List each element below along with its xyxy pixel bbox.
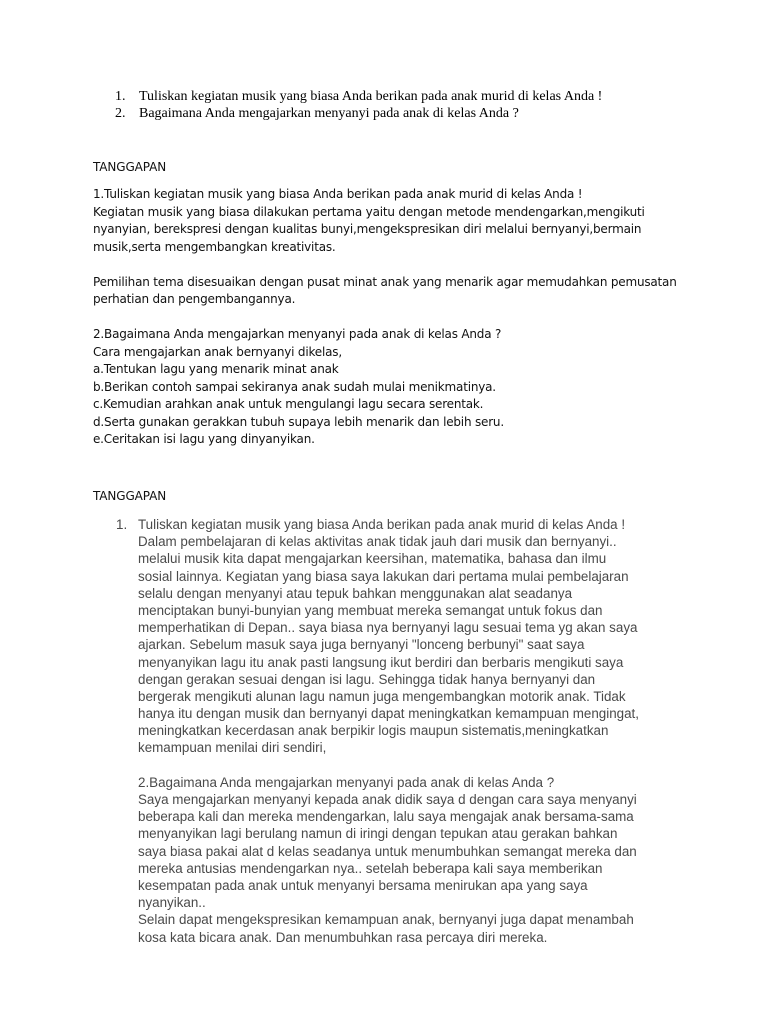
response-heading: TANGGAPAN (93, 489, 167, 503)
text-line: kesempatan pada anak untuk menyanyi bersama menirukan apa yang saya (138, 877, 588, 893)
text-line: b.Berikan contoh sampai sekiranya anak sudah mulai menikmatinya. (93, 379, 496, 394)
text-line: menciptakan bunyi-bunyian yang membuat mereka semangat untuk fokus dan (138, 602, 603, 618)
question-text: Tuliskan kegiatan musik yang biasa Anda berikan pada anak murid di kelas Anda ! (139, 89, 603, 104)
text-line: selalu dengan menyanyi atau tepuk bahkan menggunakan alat seadanya (138, 585, 573, 601)
text-line (116, 757, 716, 774)
response-1-body (93, 186, 733, 449)
text-line-content: Tuliskan kegiatan musik yang biasa Anda berikan pada anak murid di kelas Anda ! (138, 517, 626, 532)
text-line: ajarkan. Sebelum masuk saya juga bernyanyi "lonceng berbunyi" saat saya (138, 637, 585, 653)
text-line: e.Ceritakan isi lagu yang dinyanyikan. (93, 432, 315, 446)
text-line: Selain dapat mengekspresikan kemampuan anak, bernyanyi juga dapat menambah (138, 912, 634, 928)
text-line: a.Tentukan lagu yang menarik minat anak (93, 362, 339, 376)
text-line: dengan gerakan sesuai dengan isi lagu. Sehingga tidak hanya bernyanyi dan (138, 671, 596, 687)
text-line: bergerak mengikuti alunan lagu namun juga mengembangkan motorik anak. Tidak (138, 688, 626, 704)
text-line: kosa kata bicara anak. Dan menumbuhkan rasa percaya diri mereka. (138, 929, 548, 945)
text-line: c.Kemudian arahkan anak untuk mengulangi lagu secara serentak. (93, 397, 484, 411)
text-line: menyanyikan lagu itu anak pasti langsung ikut berdiri dan berbaris mengikuti saya (138, 654, 624, 670)
response-heading: TANGGAPAN (93, 160, 167, 174)
text-line: d.Serta gunakan gerakkan tubuh supaya lebih menarik dan lebih seru. (93, 414, 504, 429)
text-line: saya biasa pakai alat d kelas seadanya untuk menumbuhkan semangat mereka dan (138, 843, 637, 859)
response-2-body (116, 516, 716, 946)
question-list (110, 88, 730, 122)
text-line: meningkatkan kecerdasan anak berpikir logis maupun sistematis,meningkatkan (138, 723, 609, 739)
text-line: perhatian dan pengembangannya. (93, 292, 296, 306)
text-line: musik,serta mengembangkan kreativitas. (93, 239, 336, 254)
text-line (116, 516, 716, 533)
text-line (93, 256, 733, 274)
text-line: mereka antusias mendengarkan nya.. setelah beberapa kali saya memberikan (138, 860, 603, 876)
text-line: melalui musik kita dapat mengajarkan keersihan, matematika, bahasa dan ilmu (138, 551, 607, 567)
question-number: 1. (115, 89, 126, 104)
text-line: 2.Bagaimana Anda mengajarkan menyanyi pada anak di kelas Anda ? (138, 774, 555, 790)
text-line: Pemilihan tema disesuaikan dengan pusat minat anak yang menarik agar memudahkan pemusatan (93, 274, 677, 289)
text-line: Saya mengajarkan menyanyi kepada anak didik saya d dengan cara saya menyanyi (138, 792, 637, 807)
question-item (110, 88, 730, 105)
text-line: 1.Tuliskan kegiatan musik yang biasa Anda berikan pada anak murid di kelas Anda ! (93, 187, 583, 201)
text-line: Cara mengajarkan anak bernyanyi dikelas, (93, 344, 342, 359)
text-line: kemampuan menilai diri sendiri, (138, 740, 327, 756)
text-line: Dalam pembelajaran di kelas aktivitas anak tidak jauh dari musik dan bernyanyi.. (138, 534, 617, 550)
question-number: 2. (115, 106, 126, 121)
text-line (93, 309, 733, 327)
text-line: 2.Bagaimana Anda mengajarkan menyanyi pada anak di kelas Anda ? (93, 327, 502, 341)
list-number: 1. (116, 517, 128, 532)
question-text: Bagaimana Anda mengajarkan menyanyi pada anak di kelas Anda ? (139, 106, 519, 121)
text-line: Kegiatan musik yang biasa dilakukan pertama yaitu dengan metode mendengarkan,mengikuti (93, 204, 645, 219)
text-line: memperhatikan di Depan.. saya biasa nya bernyanyi lagu sesuai tema yg akan saya (138, 620, 638, 636)
text-line: hanya itu dengan musik dan bernyanyi dapat meningkatkan kemampuan mengingat, (138, 706, 639, 722)
text-line: nyanyian, berekspresi dengan kualitas bunyi,mengekspresikan diri melalui bernyanyi,bermain (93, 222, 642, 236)
text-line: menyanyikan lagi berulang namun di iringi dengan tepukan atau gerakan bahkan (138, 826, 618, 842)
text-line: beberapa kali dan mereka mendengarkan, lalu saya mengajak anak bersama-sama (138, 809, 634, 825)
text-line: sosial lainnya. Kegiatan yang biasa saya lakukan dari pertama mulai pembelajaran (138, 568, 629, 584)
text-line: nyanyikan.. (138, 895, 206, 911)
question-item (110, 105, 730, 122)
